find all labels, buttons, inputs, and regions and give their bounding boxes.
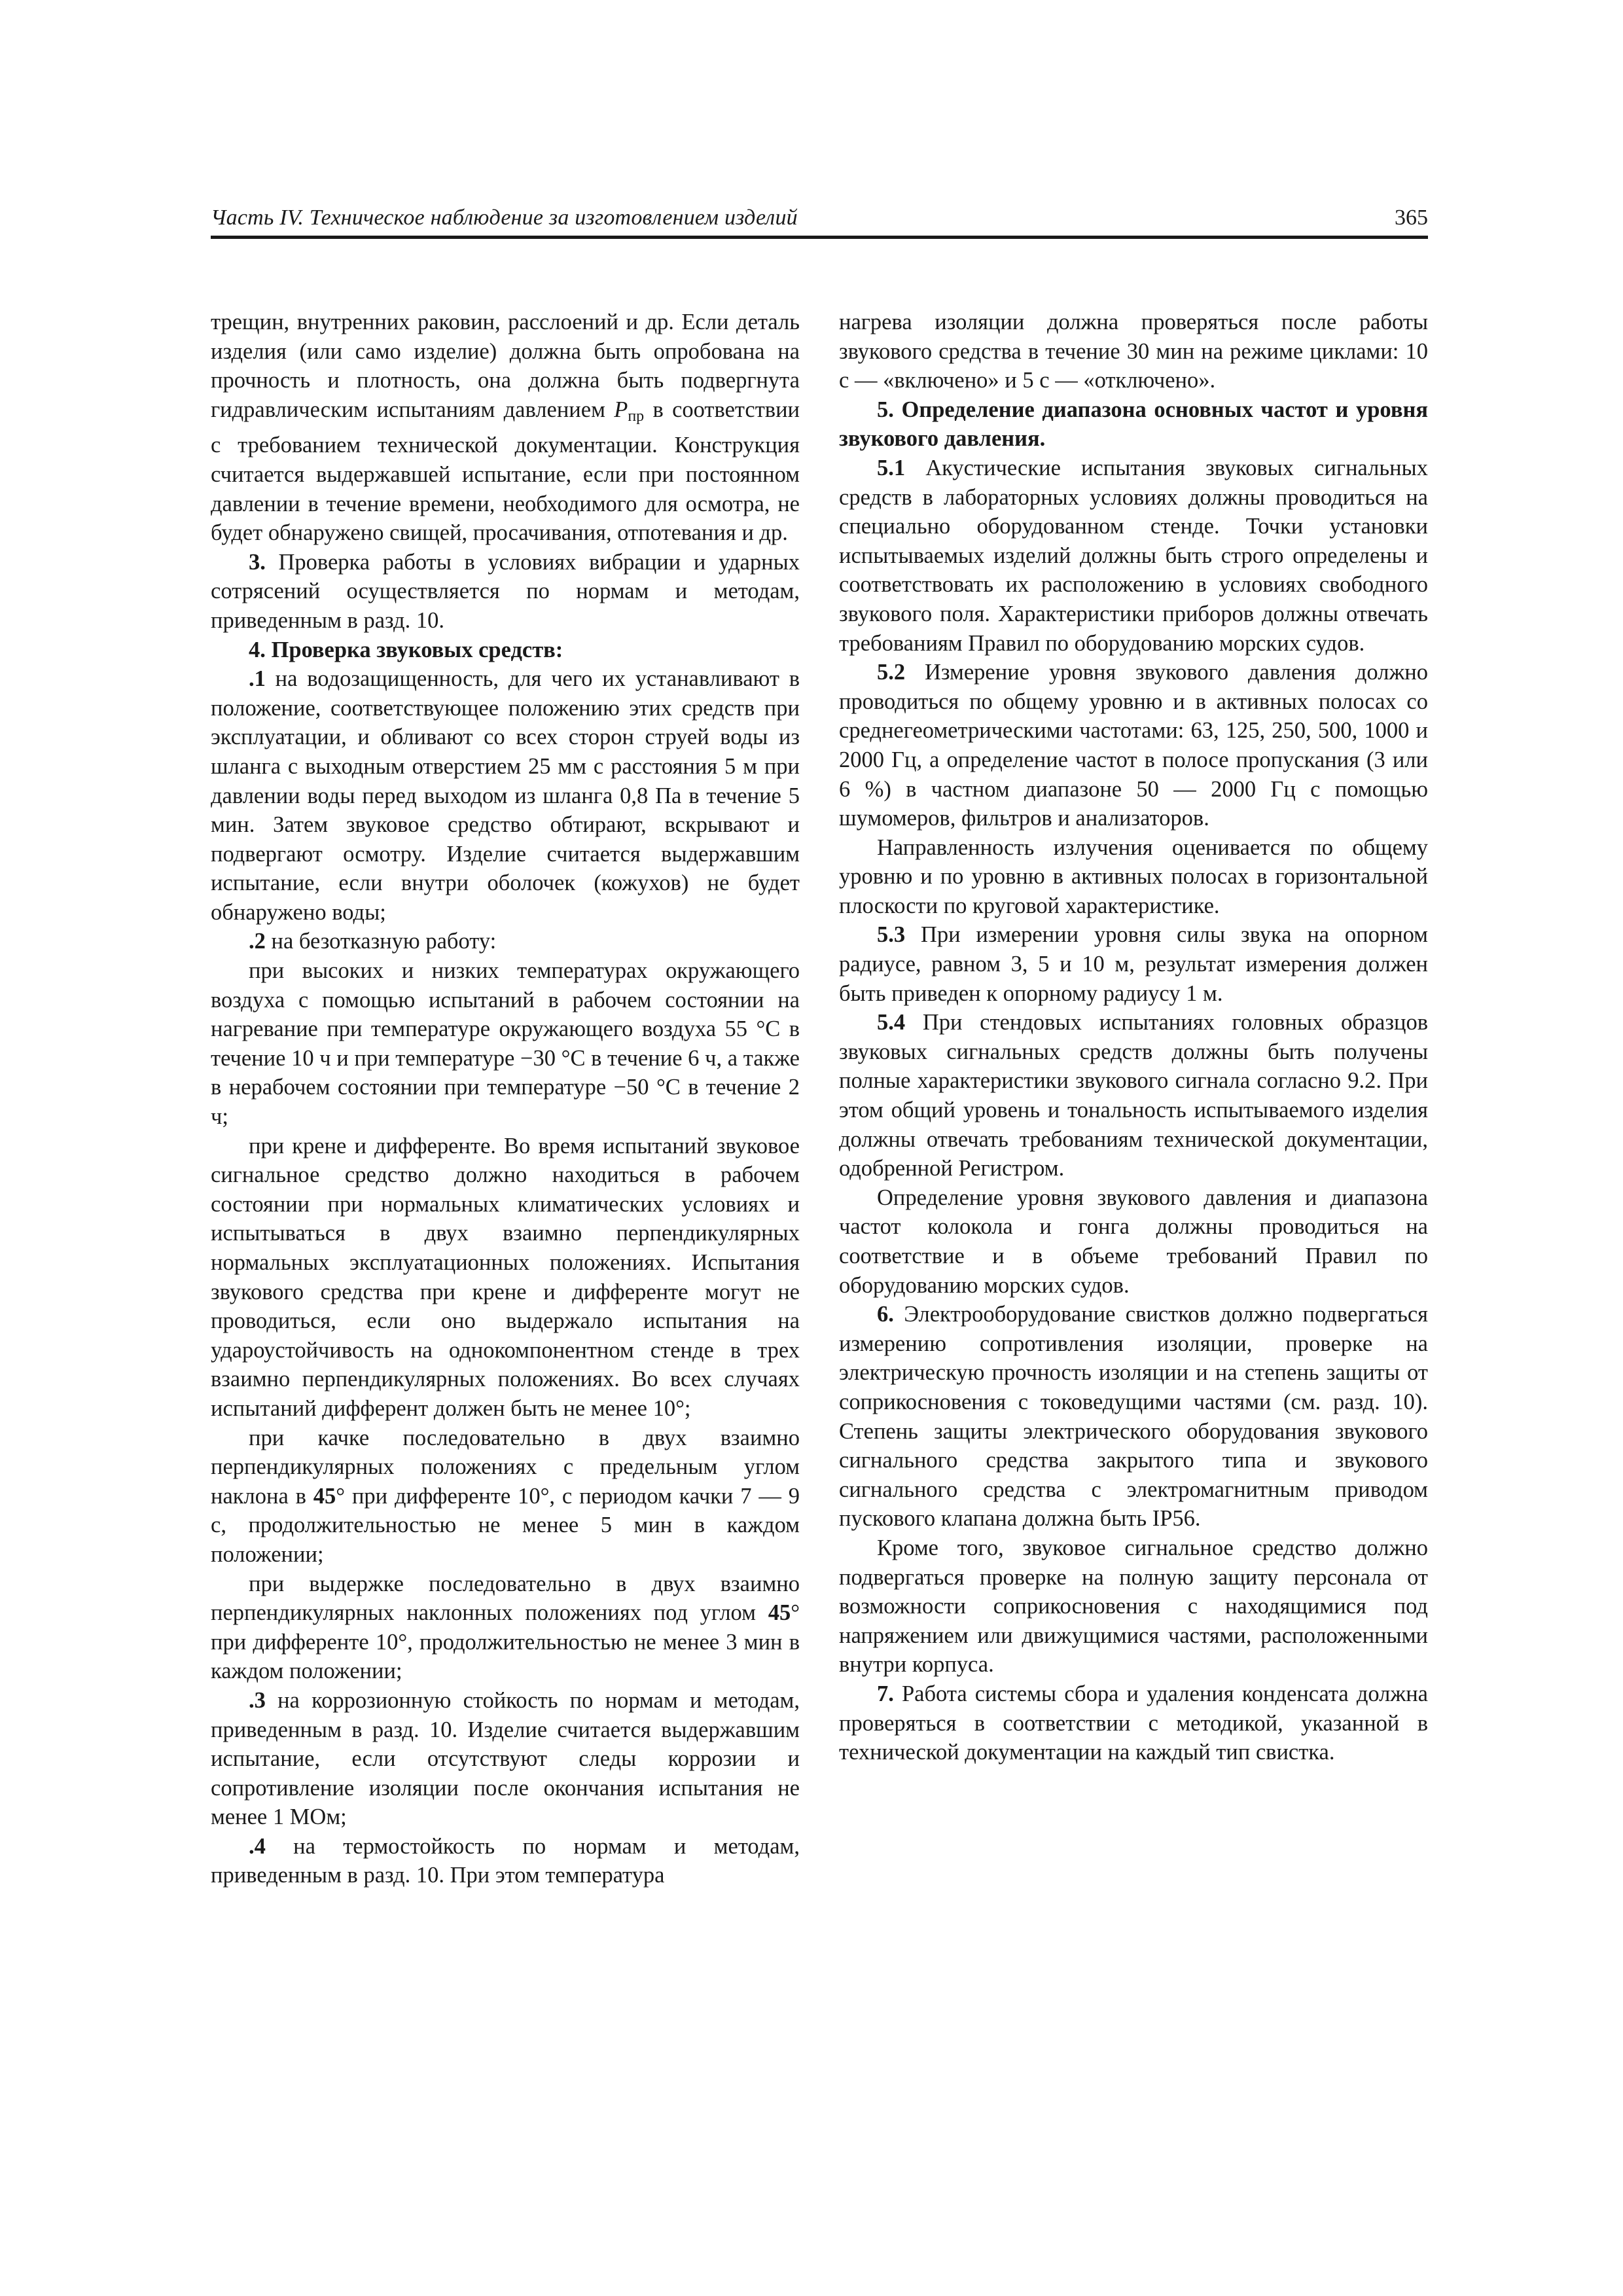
paragraph-7: 7. Работа системы сбора и удаления конденсата должна проверяться в соответствии с методикой, указанной в технической документации на каждый тип свистка. [839,1681,1428,1765]
section-5-heading: 5. Определение диапазона основных частот и уровня звукового давления. [839,397,1428,452]
item-number: 5.1 [877,455,906,480]
item-number: 3. [249,549,266,575]
paragraph-4-3: .3 на коррозионную стойкость по нормам и методам, приведенным в разд. 10. Изделие считается выдержавшим испытание, если отсутствуют следы коррозии и сопротивление изоляции после окончания испытания не менее 1 МОм; [211,1687,800,1830]
paragraph-continuation: нагрева изоляции должна проверяться после работы звукового средства в течение 30 мин на режиме циклами: 10 с — «включено» и 5 с — «отключено». [839,310,1428,393]
paragraph-3: 3. Проверка работы в условиях вибрации и ударных сотрясений осуществляется по нормам и методам, приведенным в разд. 10. [211,549,800,633]
paragraph-4-1: .1 на водозащищенность, для чего их устанавливают в положение, соответствующее положению этих средств при эксплуатации, и обливают со всех сторон струей воды из шланга с выходным отверстием 25 мм с расстояния 5 м при давлении воды перед выходом из шланга 0,8 Па в течение 5 мин. Затем звуковое средство обтирают, вскрывают и подвергают осмотру. Изделие считается выдержавшим испытание, если внутри оболочек (кожухов) не будет обнаружено воды; [211,666,800,925]
item-number: .2 [249,929,266,954]
item-number: 5.4 [877,1010,906,1035]
section-4-heading: 4. Проверка звуковых средств: [249,637,563,662]
paragraph-continuation: трещин, внутренних раковин, расслоений и др. Если деталь изделия (или само изделие) должна быть опробована на прочность и плотность, она должна быть подвергнута гидравлическим испытаниям давлением $P_{пр}$ в соответствии с требованием технической документации. Конструкция считается выдержавшей испытание, если при постоянном давлении в течение времени, необходимого для осмотра, не будет обнаружено свищей, просачивания, отпотевания и др. [211,310,800,546]
paragraph-5-1: 5.1 Акустические испытания звуковых сигнальных средств в лабораторных условиях должны проводиться на специально оборудованном стенде. Точки установки испытываемых изделий должны быть строго определены и соответствовать их расположению в условиях свободного звукового поля. Характеристики приборов должны отвечать требованиям Правил по оборудованию морских судов. [839,455,1428,656]
right-column [839,308,1428,1767]
paragraph-4-2: .2 на безотказную работу: [249,929,497,954]
item-number: .1 [249,666,266,692]
paragraph-4-2-rolling: при качке последовательно в двух взаимно перпендикулярных положениях с предельным углом наклона в 45° при дифференте 10°, с периодом качки 7 — 9 с, продолжительностью не менее 5 мин в каждом положении; [211,1425,800,1567]
item-number: 7. [877,1681,894,1706]
item-number: 5.2 [877,660,906,685]
left-column [211,308,800,1890]
paragraph-6: 6. Электрооборудование свистков должно подвергаться измерению сопротивления изоляции, проверке на электрическую прочность изоляции и на степень защиты от соприкосновения с токоведущими частями (см. разд. 10). Степень защиты электрического оборудования звукового сигнального средства закрытого типа и звукового сигнального средства с электромагнитным приводом пускового клапана должна быть IP56. [839,1302,1428,1532]
item-number: .3 [249,1687,266,1713]
pressure-subscript: пр [628,407,645,425]
paragraph-5-4: 5.4 При стендовых испытаниях головных образцов звуковых сигнальных средств должны быть получены полные характеристики звукового сигнала согласно 9.2. При этом общий уровень и тональность испытываемого изделия должны отвечать требованиям технической документации, одобренной Регистром. [839,1010,1428,1181]
paragraph-5-2-directivity: Направленность излучения оценивается по общему уровню и по уровню в активных полосах в горизонтальной плоскости по круговой характеристике. [839,834,1428,918]
paragraph-5-2: 5.2 Измерение уровня звукового давления должно проводиться по общему уровню и в активных полосах со среднегеометрическими частотами: 63, 125, 250, 500, 1000 и 2000 Гц, а определение частот в полосе пропускания (3 или 6 %) в частном диапазоне 50 — 2000 Гц с помощью шумомеров, фильтров и анализаторов. [839,660,1428,831]
item-number: 6. [877,1302,894,1327]
paragraph-6-protection: Кроме того, звуковое сигнальное средство должно подвергаться проверке на полную защиту персонала от возможности соприкосновения с находящимися под напряжением или движущимися частями, расположенными внутри корпуса. [839,1535,1428,1677]
paragraph-5-3: 5.3 При измерении уровня силы звука на опорном радиусе, равном 3, 5 и 10 м, результат измерения должен быть приведен к опорному радиусу 1 м. [839,922,1428,1006]
paragraph-4-4: .4 на термостойкость по нормам и методам, приведенным в разд. 10. При этом температура [211,1833,800,1888]
paragraph-4-2-heel-trim: при крене и дифференте. Во время испытаний звуковое сигнальное средство должно находиться в рабочем состоянии при нормальных климатических условиях и испытываться в двух взаимно перпендикулярных нормальных эксплуатационных положениях. Испытания звукового средства при крене и дифференте могут не проводиться, если оно выдержало испытания на удароустойчивость на однокомпонентном стенде в трех взаимно перпендикулярных положениях. Во всех случаях испытаний дифферент должен быть не менее 10°; [211,1133,800,1421]
page-header [211,196,1428,239]
paragraph-5-4-bell-gong: Определение уровня звукового давления и диапазона частот колокола и гонга должны проводиться на соответствие и в объеме требований Правил по оборудованию морских судов. [839,1185,1428,1298]
paragraph-4-2-temperatures: при высоких и низких температурах окружающего воздуха с помощью испытаний в рабочем состоянии на нагревание при температуре окружающего воздуха 55 °С в течение 10 ч и при температуре −30 °С в течение 6 ч, а также в нерабочем состоянии при температуре −50 °С в течение 2 ч; [211,958,800,1130]
pressure-symbol: P [614,397,628,422]
running-title: Часть IV. Техническое наблюдение за изготовлением изделий [211,206,798,230]
page-number: 365 [1395,206,1428,230]
paragraph-4-2-inclined: при выдержке последовательно в двух взаимно перпендикулярных наклонных положениях под углом 45° при дифференте 10°, продолжительностью не менее 3 мин в каждом положении; [211,1571,800,1684]
item-number: 5.3 [877,922,906,948]
item-number: .4 [249,1833,266,1859]
